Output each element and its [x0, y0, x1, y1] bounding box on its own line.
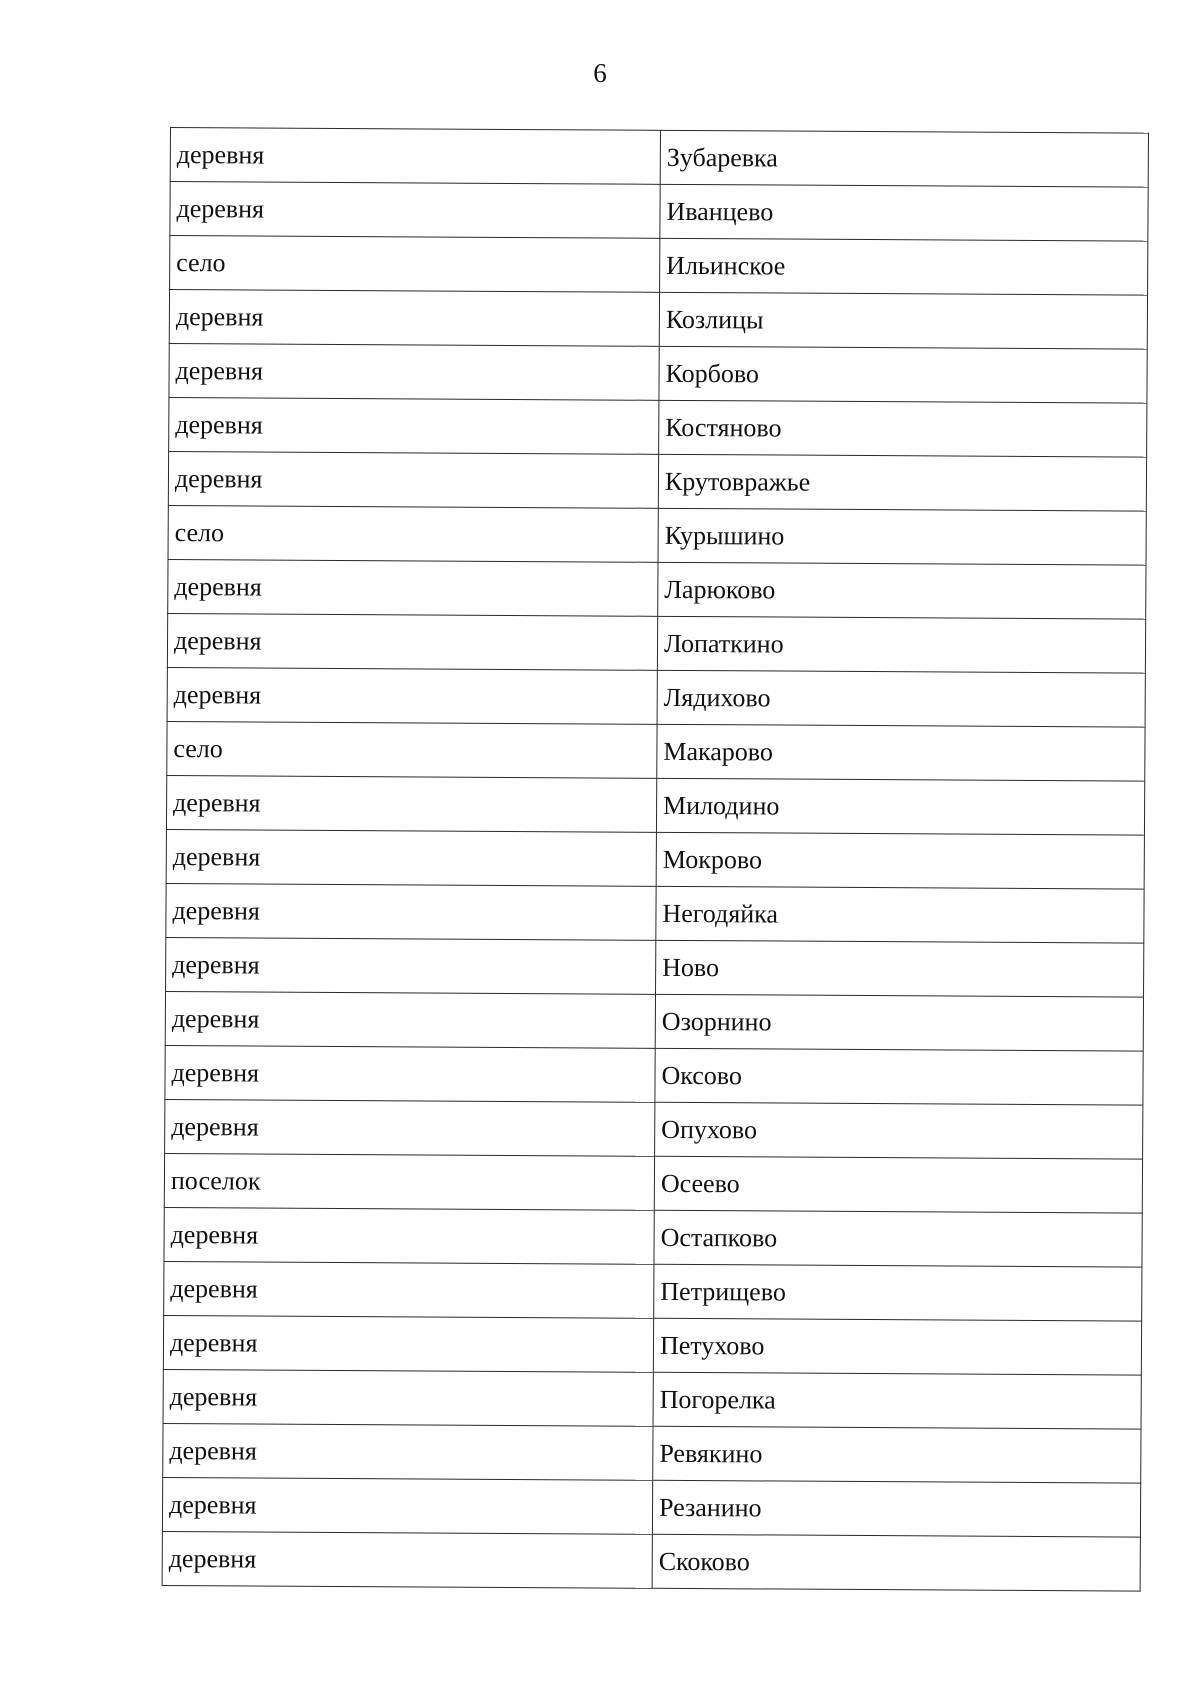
- table-row: [163, 1369, 1141, 1429]
- settlement-name-cell: Милодино: [656, 778, 1144, 835]
- settlement-name-cell: Костяново: [659, 400, 1147, 457]
- settlement-type-cell: деревня: [170, 182, 660, 239]
- settlement-type-cell: поселок: [164, 1153, 654, 1210]
- table-row: [167, 667, 1145, 727]
- settlement-name-cell: Опухово: [655, 1102, 1143, 1159]
- table-row: [168, 505, 1146, 565]
- table-row: [163, 1423, 1141, 1483]
- table-row: [169, 343, 1147, 403]
- settlement-name-cell: Ново: [656, 940, 1144, 997]
- settlement-type-cell: деревня: [165, 1045, 655, 1102]
- settlement-name-cell: Петрищево: [654, 1264, 1142, 1321]
- settlement-name-cell: Ильинское: [660, 238, 1148, 295]
- settlement-type-cell: деревня: [167, 613, 657, 670]
- table-row: [166, 775, 1144, 835]
- table-row: [170, 182, 1148, 242]
- settlement-type-cell: деревня: [166, 937, 656, 994]
- settlement-type-cell: деревня: [166, 775, 656, 832]
- settlement-type-cell: село: [168, 505, 658, 562]
- table-row: [168, 559, 1146, 619]
- table-row: [165, 1045, 1143, 1105]
- table-row: [165, 991, 1143, 1051]
- settlement-type-cell: деревня: [163, 1423, 653, 1480]
- settlement-type-cell: деревня: [168, 559, 658, 616]
- settlement-type-cell: деревня: [164, 1207, 654, 1264]
- settlements-table: [162, 127, 1149, 1592]
- settlement-type-cell: село: [167, 721, 657, 778]
- table-row: [162, 1477, 1140, 1537]
- settlement-name-cell: Мокрово: [656, 832, 1144, 889]
- settlement-name-cell: Козлицы: [659, 292, 1147, 349]
- settlement-type-cell: деревня: [165, 1099, 655, 1156]
- settlement-name-cell: Зубаревка: [660, 130, 1148, 187]
- table-body: [162, 128, 1148, 1592]
- settlement-name-cell: Погорелка: [653, 1372, 1141, 1429]
- table-row: [169, 397, 1147, 457]
- table-row: [164, 1261, 1142, 1321]
- table-row: [167, 721, 1145, 781]
- settlement-type-cell: деревня: [166, 883, 656, 940]
- table-row: [165, 1099, 1143, 1159]
- settlement-type-cell: деревня: [163, 1315, 653, 1372]
- table-row: [168, 451, 1146, 511]
- settlement-type-cell: деревня: [164, 1261, 654, 1318]
- settlement-name-cell: Лопаткино: [657, 616, 1145, 673]
- settlement-name-cell: Остапково: [654, 1210, 1142, 1267]
- table-row: [163, 1315, 1141, 1375]
- settlement-type-cell: деревня: [166, 829, 656, 886]
- settlement-type-cell: деревня: [170, 128, 660, 185]
- settlement-name-cell: Иванцево: [660, 184, 1148, 241]
- settlement-type-cell: деревня: [162, 1477, 652, 1534]
- settlement-name-cell: Скоково: [652, 1534, 1140, 1591]
- settlement-name-cell: Оксово: [655, 1048, 1143, 1105]
- table-row: [170, 128, 1148, 188]
- table-row: [169, 290, 1147, 350]
- table-row: [167, 613, 1145, 673]
- table-row: [166, 937, 1144, 997]
- table-row: [162, 1531, 1140, 1591]
- settlement-name-cell: Ларюково: [658, 562, 1146, 619]
- table-row: [166, 883, 1144, 943]
- settlement-name-cell: Озорнино: [655, 994, 1143, 1051]
- settlement-type-cell: деревня: [169, 290, 659, 347]
- settlement-name-cell: Негодяйка: [656, 886, 1144, 943]
- settlement-type-cell: деревня: [169, 343, 659, 400]
- table-row: [164, 1153, 1142, 1213]
- settlement-name-cell: Петухово: [653, 1318, 1141, 1375]
- settlement-name-cell: Резанино: [652, 1480, 1140, 1537]
- settlement-type-cell: село: [170, 236, 660, 293]
- settlement-name-cell: Макарово: [657, 724, 1145, 781]
- settlement-type-cell: деревня: [169, 397, 659, 454]
- settlement-name-cell: Курышино: [658, 508, 1146, 565]
- settlement-type-cell: деревня: [165, 991, 655, 1048]
- settlement-name-cell: Лядихово: [657, 670, 1145, 727]
- settlement-name-cell: Крутовражье: [658, 454, 1146, 511]
- table-row: [170, 236, 1148, 296]
- settlement-name-cell: Ревякино: [653, 1426, 1141, 1483]
- table-row: [166, 829, 1144, 889]
- settlement-type-cell: деревня: [167, 667, 657, 724]
- settlement-type-cell: деревня: [163, 1369, 653, 1426]
- settlement-name-cell: Осеево: [654, 1156, 1142, 1213]
- table-row: [164, 1207, 1142, 1267]
- settlement-name-cell: Корбово: [659, 346, 1147, 403]
- page-number: 6: [593, 58, 607, 88]
- settlement-type-cell: деревня: [168, 451, 658, 508]
- settlement-type-cell: деревня: [162, 1531, 652, 1588]
